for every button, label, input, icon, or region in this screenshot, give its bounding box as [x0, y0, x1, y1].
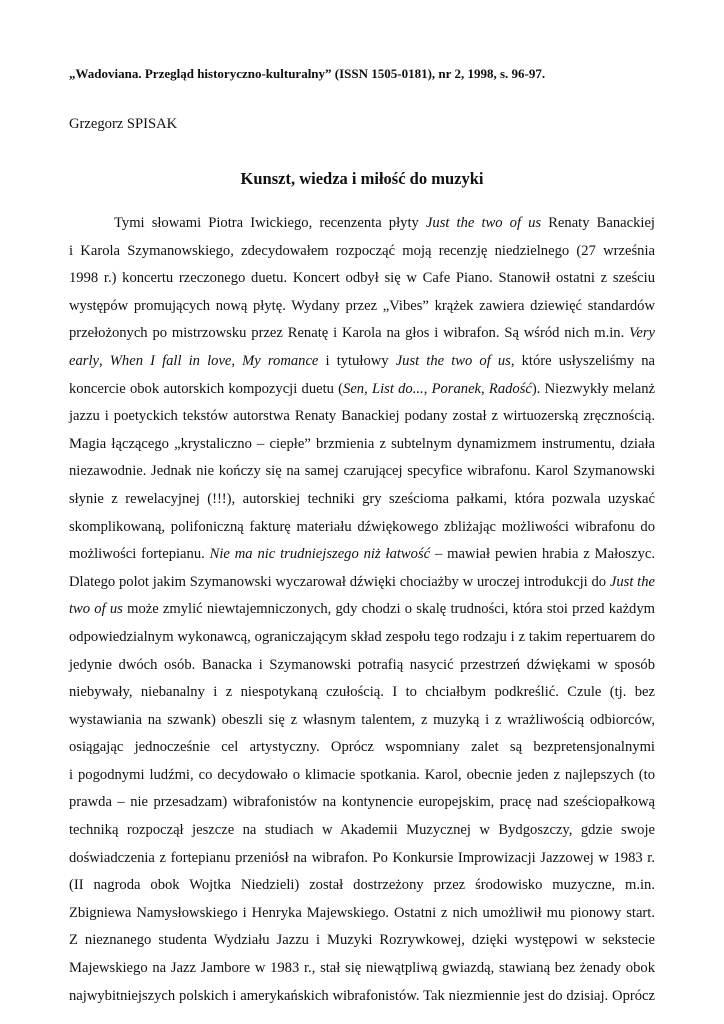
article-body — [69, 210, 655, 1010]
article-title: Kunszt, wiedza i miłość do muzyki — [240, 169, 484, 188]
body-line: 1998 r.) koncertu rzeczonego duetu. Koncert odbył się w Cafe Piano. Stanowił ostatni z sześciu — [69, 270, 655, 287]
body-line: Majewskiego na Jazz Jambore w 1983 r., stał się niewątpliwą gwiazdą, stawianą bez żenady obok — [69, 960, 655, 977]
body-line: prawda – nie przesadzam) wibrafonistów na kontynencie europejskim, pracę nad sześciopałkową — [69, 794, 655, 811]
author-name: Grzegorz SPISAK — [69, 116, 178, 132]
body-line: niezawodnie. Jednak nie kończy się na samej czarującej specyfice wibrafonu. Karol Szymanowski — [69, 463, 655, 480]
body-line: Dlatego polot jakim Szymanowski wyczarował dźwięki chociażby w uroczej introdukcji do Just the — [69, 573, 655, 590]
body-line: techniką rozpoczął jeszcze na studiach w Akademii Muzycznej w Bydgoszczy, gdzie swoje — [69, 822, 655, 839]
body-line: przełożonych po mistrzowsku przez Renatę i Karola na głos i wibrafon. Są wśród nich m.in. Very — [69, 325, 655, 342]
body-line: skomplikowaną, polifoniczną fakturę materiału dźwiękowego zbliżając możliwości wibrafonu do — [69, 518, 655, 535]
body-line: i Karola Szymanowskiego, zdecydowałem rozpocząć moją recenzję niedzielnego (27 września — [69, 242, 655, 259]
body-line: early, When I fall in love, My romance i tytułowy Just the two of us, które usłyszeliśmy na — [69, 352, 656, 369]
body-line: występów promujących nową płytę. Wydany przez „Vibes” krążek zawiera dziewięć standardów — [69, 297, 655, 314]
body-line: Magia łączącego „krystaliczno – ciepłe” brzmienia z subtelnym dynamizmem instrumentu, działa — [69, 435, 655, 452]
body-line: doświadczenia z fortepianu przeniósł na wibrafon. Po Konkursie Improwizacji Jazzowej w 1983 r. — [69, 849, 655, 866]
body-line: osiągając jednocześnie cel artystyczny. Oprócz wspomniany zalet są bezpretensjonalnymi — [69, 739, 655, 756]
body-line: najwybitniejszych polskich i amerykańskich wibrafonistów. Tak niezmiennie jest do dzisiaj. Oprócz — [69, 987, 655, 1004]
body-line: two of us może zmylić niewtajemniczonych, gdy chodzi o skalę trudności, która stoi przed każdym — [69, 601, 655, 618]
body-line: jazzu i poetyckich tekstów autorstwa Renaty Banackiej podany został z wirtuozerską zręcznością. — [69, 408, 655, 425]
body-line: wystawiania na szwank) obeszli się z własnym talentem, z muzyką i z wrażliwością odbiorców, — [69, 711, 655, 728]
body-line: Z nieznanego studenta Wydziału Jazzu i Muzyki Rozrywkowej, dzięki występowi w sekstecie — [69, 932, 655, 949]
body-line: i pogodnymi ludźmi, co decydowało o klimacie spotkania. Karol, obecnie jeden z najlepszych (to — [69, 766, 655, 783]
body-line: Zbigniewa Namysłowskiego i Henryka Majewskiego. Ostatni z nich umożliwił mu pionowy start. — [69, 904, 655, 921]
body-line: (II nagroda obok Wojtka Niedzieli) został dostrzeżony przez środowisko muzyczne, m.in. — [69, 877, 655, 894]
body-line: możliwości fortepianu. Nie ma nic trudniejszego niż łatwość – mawiał pewien hrabia z Małoszyc. — [69, 546, 655, 563]
body-line: niebywały, niebanalny i z niespotykaną czułością. I to chciałbym podkreślić. Czule (tj. bez — [69, 684, 655, 701]
body-line: jedynie dwóch osób. Banacka i Szymanowski potrafią nasycić przestrzeń dźwiękami w sposób — [69, 656, 655, 673]
body-line: koncercie obok autorskich kompozycji duetu (Sen, List do..., Poranek, Radość). Niezwykły melanż — [69, 380, 656, 397]
body-line: Tymi słowami Piotra Iwickiego, recenzenta płyty Just the two of us Renaty Banackiej — [114, 215, 655, 231]
body-line: słynie z rewelacyjnej (!!!), autorskiej techniki gry sześcioma pałkami, która pozwala uzyskać — [69, 490, 655, 507]
source-citation: „Wadoviana. Przegląd historyczno-kulturalny” (ISSN 1505-0181), nr 2, 1998, s. 96-97. — [69, 66, 546, 81]
body-line: odpowiedzialnym wykonawcą, ograniczającym skład zespołu tego rodzaju i z takim repertuarem do — [69, 628, 655, 645]
